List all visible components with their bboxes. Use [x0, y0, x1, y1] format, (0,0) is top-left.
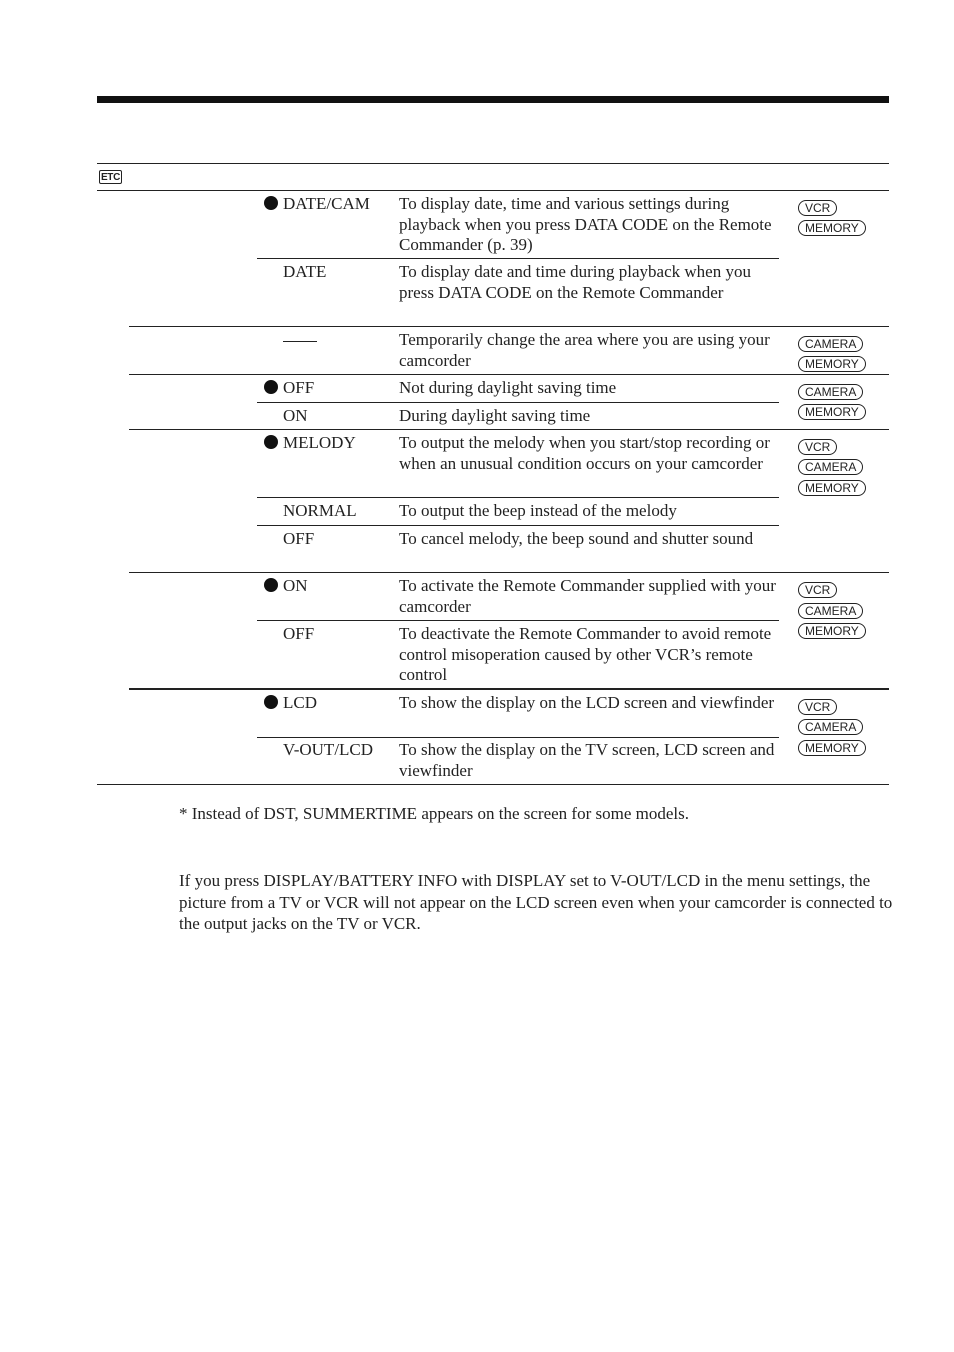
setting-value: NORMAL [283, 501, 357, 520]
mode-badge-camera: CAMERA [798, 719, 863, 735]
mode-badge-vcr: VCR [798, 439, 837, 455]
setting-value: ON [283, 576, 308, 595]
setting-description: During daylight saving time [399, 406, 591, 425]
group-divider [129, 326, 889, 327]
table-header-rule [97, 190, 889, 191]
setting-value: ON [283, 406, 308, 425]
mode-badge-camera: CAMERA [798, 459, 863, 475]
default-marker-icon [264, 435, 278, 449]
setting-value: V-OUT/LCD [283, 740, 374, 759]
note-paragraph: If you press DISPLAY/BATTERY INFO with DISPLAY set to V-OUT/LCD in the menu settings, the picture from a TV or VCR will not appear on the LCD screen even when your camcorder is connected to the output jacks on the TV or VCR. [179, 871, 893, 933]
setting-description: To output the beep instead of the melody [399, 501, 677, 520]
setting-value: OFF [283, 624, 315, 643]
etc-icon: ETC [100, 172, 121, 183]
setting-description: To display date, time and various settings during playback when you press DATA CODE on the Remote Commander (p. 39) [399, 194, 772, 254]
setting-value: OFF [283, 529, 315, 548]
setting-description: To cancel melody, the beep sound and shutter sound [399, 529, 754, 548]
row-divider [257, 620, 779, 621]
row-divider [257, 497, 779, 498]
setting-description: Temporarily change the area where you are using your camcorder [399, 330, 770, 370]
table-top-rule [97, 163, 889, 164]
mode-badge-memory: MEMORY [798, 740, 866, 756]
row-divider [257, 258, 779, 259]
setting-value: OFF [283, 378, 315, 397]
setting-description: Not during daylight saving time [399, 378, 617, 397]
mode-badge-vcr: VCR [798, 200, 837, 216]
setting-description: To display date and time during playback when you press DATA CODE on the Remote Commander [399, 262, 751, 302]
row-divider [257, 525, 779, 526]
group-divider [129, 429, 889, 430]
setting-description: To show the display on the TV screen, LCD screen and viewfinder [399, 740, 775, 780]
no-setting-dash [283, 341, 317, 342]
mode-badge-camera: CAMERA [798, 603, 863, 619]
mode-badge-memory: MEMORY [798, 220, 866, 236]
mode-badge-camera: CAMERA [798, 384, 863, 400]
row-divider [257, 402, 779, 403]
setting-description: To output the melody when you start/stop recording or when an unusual condition occurs on your camcorder [399, 433, 770, 473]
setting-description: To show the display on the LCD screen and viewfinder [399, 693, 775, 712]
setting-description: To deactivate the Remote Commander to avoid remote control misoperation caused by other VCR’s remote control [399, 624, 772, 684]
mode-badge-memory: MEMORY [798, 480, 866, 496]
footnote: * Instead of DST, SUMMERTIME appears on the screen for some models. [179, 804, 689, 823]
group-divider [129, 374, 889, 375]
default-marker-icon [264, 578, 278, 592]
mode-badge-vcr: VCR [798, 699, 837, 715]
setting-value: LCD [283, 693, 317, 712]
group-divider [129, 572, 889, 573]
default-marker-icon [264, 380, 278, 394]
setting-value: MELODY [283, 433, 356, 452]
setting-description: To activate the Remote Commander supplied with your camcorder [399, 576, 776, 616]
setting-value: DATE [283, 262, 327, 281]
mode-badge-memory: MEMORY [798, 623, 866, 639]
table-bottom-rule [97, 784, 889, 785]
mode-badge-memory: MEMORY [798, 356, 866, 372]
mode-badge-memory: MEMORY [798, 404, 866, 420]
default-marker-icon [264, 695, 278, 709]
group-divider [129, 688, 889, 690]
mode-badge-vcr: VCR [798, 582, 837, 598]
default-marker-icon [264, 196, 278, 210]
mode-badge-camera: CAMERA [798, 336, 863, 352]
setting-value: DATE/CAM [283, 194, 370, 213]
header-rule [97, 96, 889, 103]
row-divider [257, 737, 779, 738]
